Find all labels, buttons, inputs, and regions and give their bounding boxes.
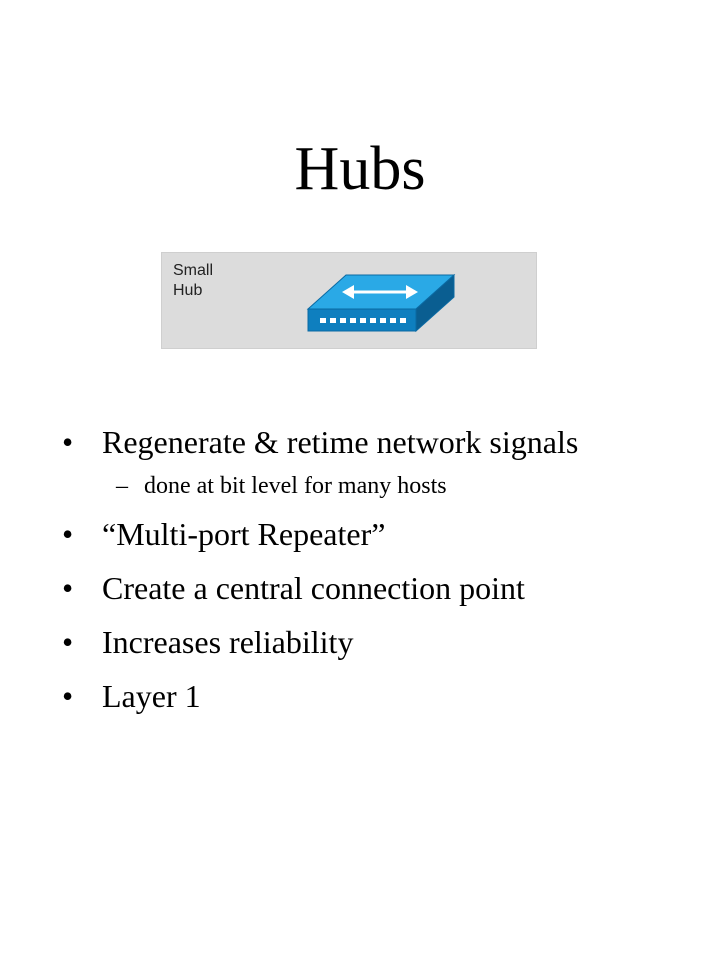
figure-label-line1: Small	[173, 262, 214, 279]
bullet-marker: •	[62, 570, 74, 606]
bullet-item	[0, 420, 720, 502]
slide-title: Hubs	[294, 135, 426, 203]
bullet-text: Layer 1	[102, 678, 201, 714]
bullet-text: Regenerate & retime network signals	[102, 424, 579, 460]
bullet-item	[0, 512, 720, 556]
bullet-item	[0, 674, 720, 718]
bullet-list	[0, 420, 720, 718]
sub-bullet-text: done at bit level for many hosts	[144, 473, 447, 499]
hub-ports	[320, 318, 406, 323]
figure-label-line2: Hub	[173, 282, 203, 299]
bullet-marker: •	[62, 624, 74, 660]
sub-bullet-marker: –	[116, 473, 128, 499]
hub-figure	[161, 252, 537, 349]
bullet-item	[0, 620, 720, 664]
bullet-marker: •	[62, 424, 74, 460]
bullet-text: “Multi-port Repeater”	[102, 516, 386, 552]
sub-bullet-item	[102, 470, 680, 502]
bullet-text: Increases reliability	[102, 624, 354, 660]
bullet-marker: •	[62, 678, 74, 714]
bullet-marker: •	[62, 516, 74, 552]
bullet-item	[0, 566, 720, 610]
bullet-text: Create a central connection point	[102, 570, 525, 606]
hub-icon	[306, 269, 456, 337]
figure-label	[173, 261, 213, 301]
